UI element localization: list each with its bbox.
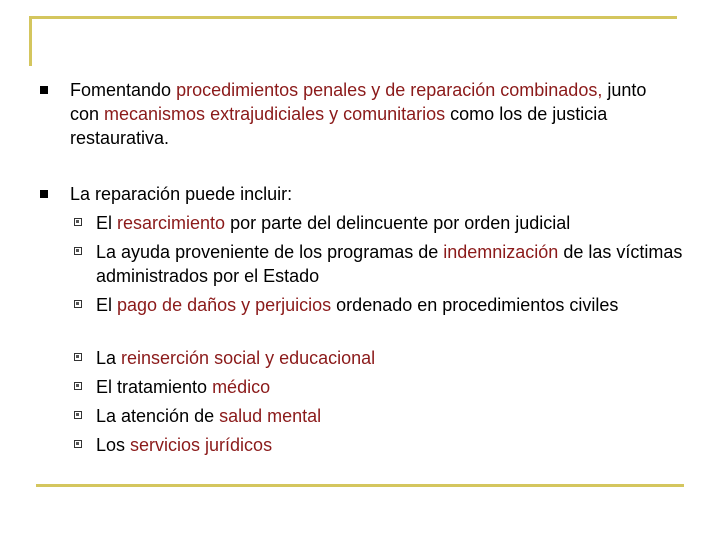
text-segment: La atención de (96, 406, 220, 426)
square-bullet-icon (40, 86, 48, 94)
sub-item-indemnizacion (96, 240, 686, 288)
sub-item-salud-mental (96, 404, 696, 428)
hollow-square-bullet-icon (74, 218, 82, 226)
highlight-segment: procedimientos penales y de reparación combinados, (176, 80, 603, 100)
text-segment: El (96, 213, 118, 233)
text-segment: Los (96, 435, 131, 455)
sub-item-medico (96, 375, 696, 399)
hollow-square-bullet-icon (74, 300, 82, 308)
highlight-segment: indemnización (443, 242, 559, 262)
hollow-square-bullet-icon (74, 353, 82, 361)
bullet-text-restorative-justice (70, 78, 650, 150)
square-bullet-icon (40, 190, 48, 198)
highlight-segment: reinserción social y educacional (121, 348, 376, 368)
text-segment: de las víctimas administrados por el Estado (96, 242, 683, 286)
highlight-segment: mecanismos extrajudiciales y comunitarios (104, 104, 446, 124)
sub-item-reinsercion (96, 346, 696, 370)
hollow-square-bullet-icon (74, 247, 82, 255)
text-segment: ordenado en procedimientos civiles (331, 295, 619, 315)
text-segment: La (96, 348, 122, 368)
sub-item-pago-danos (96, 293, 636, 317)
text-segment: El tratamiento (96, 377, 213, 397)
hollow-square-bullet-icon (74, 440, 82, 448)
top-decorative-line (29, 16, 677, 19)
text-segment: junto con (70, 80, 647, 124)
text-segment: La ayuda proveniente de los programas de (96, 242, 444, 262)
highlight-segment: resarcimiento (117, 213, 226, 233)
bottom-decorative-line (36, 484, 684, 487)
highlight-segment: médico (212, 377, 271, 397)
hollow-square-bullet-icon (74, 411, 82, 419)
sub-item-resarcimiento (96, 211, 696, 235)
highlight-segment: salud mental (219, 406, 322, 426)
text-segment: Fomentando (70, 80, 177, 100)
text-segment: como los de justicia restaurativa. (70, 104, 608, 148)
highlight-segment: servicios jurídicos (130, 435, 273, 455)
text-segment: El (96, 295, 118, 315)
highlight-segment: pago de daños y perjuicios (117, 295, 332, 315)
bullet-heading-reparation: La reparación puede incluir: (70, 184, 293, 204)
sub-item-servicios-juridicos (96, 433, 696, 457)
text-segment: por parte del delincuente por orden judicial (225, 213, 571, 233)
left-decorative-line (29, 16, 32, 66)
hollow-square-bullet-icon (74, 382, 82, 390)
